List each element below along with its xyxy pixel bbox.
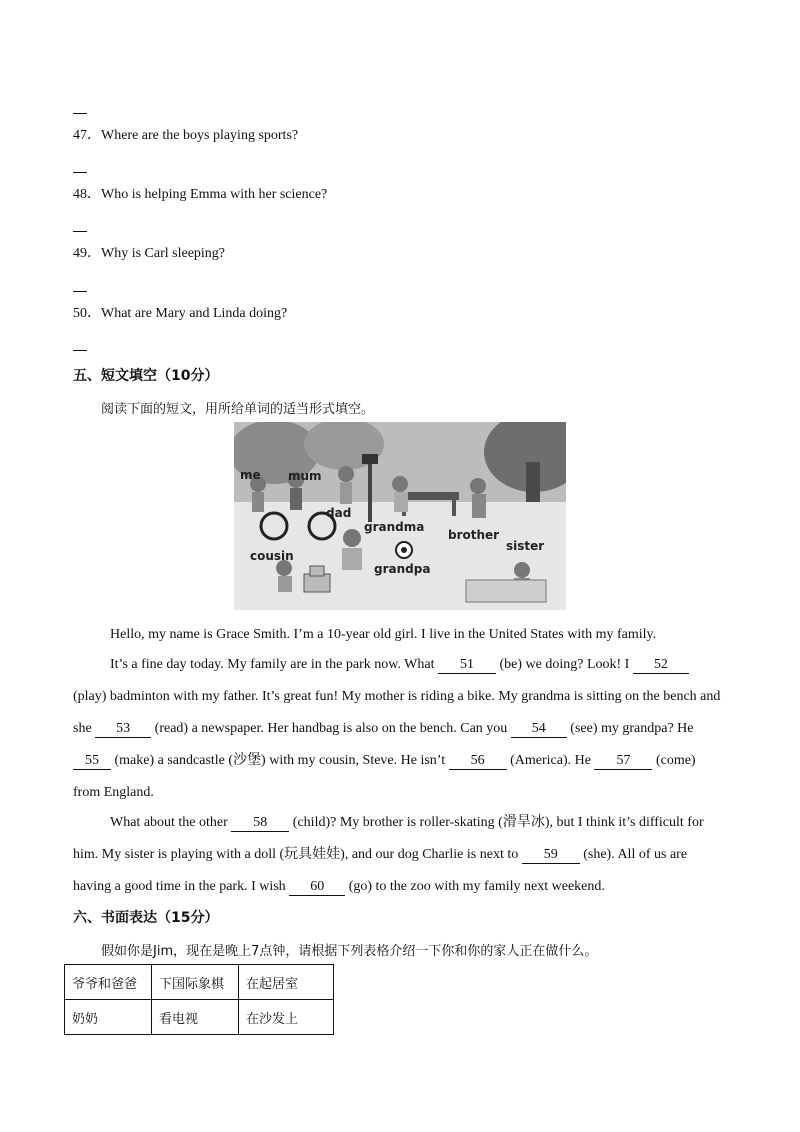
blank-58[interactable]: 58 — [231, 815, 289, 832]
question-48: 48．Who is helping Emma with her science? — [73, 187, 328, 202]
question-text: Why is Carl sleeping? — [101, 246, 226, 261]
label-me: me — [240, 468, 261, 482]
passage-line-6: from England. — [73, 785, 154, 800]
question-text: What are Mary and Linda doing? — [101, 306, 288, 321]
blank-59[interactable]: 59 — [522, 847, 580, 864]
answer-line-49 — [73, 291, 87, 292]
question-49: 49．Why is Carl sleeping? — [73, 246, 226, 261]
table-cell: 下国际象棋 — [152, 965, 239, 1000]
park-family-illustration — [234, 422, 566, 610]
blank-53[interactable]: 53 — [95, 721, 151, 738]
passage-line-7: What about the other 58 (child)? My brother is roller-skating (滑旱冰), but I think it’s difficult for — [110, 815, 704, 830]
blank-60[interactable]: 60 — [289, 879, 345, 896]
label-grandpa: grandpa — [374, 562, 431, 576]
question-text: Where are the boys playing sports? — [101, 128, 299, 143]
blank-54[interactable]: 54 — [511, 721, 567, 738]
question-number: 50 — [73, 306, 87, 321]
label-brother: brother — [448, 528, 500, 542]
table-row — [65, 965, 334, 1000]
question-text: Who is helping Emma with her science? — [101, 187, 328, 202]
blank-51[interactable]: 51 — [438, 657, 496, 674]
table-row — [65, 1000, 334, 1035]
passage-line-3: (play) badminton with my father. It’s great fun! My mother is riding a bike. My grandma is sitting on the bench and — [73, 689, 721, 704]
blank-55[interactable]: 55 — [73, 753, 111, 770]
answer-line-48 — [73, 231, 87, 232]
passage-line-8: him. My sister is playing with a doll (玩具娃娃), and our dog Charlie is next to 59 (she). All of us are — [73, 847, 688, 862]
question-47: 47．Where are the boys playing sports? — [73, 128, 299, 143]
label-cousin: cousin — [250, 549, 294, 563]
section-5-instruction: 阅读下面的短文，用所给单词的适当形式填空。 — [101, 402, 375, 417]
answer-line-50 — [73, 350, 87, 351]
table-cell: 在起居室 — [239, 965, 334, 1000]
blank-57[interactable]: 57 — [594, 753, 652, 770]
table-cell: 爷爷和爸爸 — [65, 965, 152, 1000]
section-5-title: 五、短文填空（10分） — [73, 368, 219, 384]
label-dad: dad — [326, 506, 352, 520]
section-6-instruction: 假如你是Jim，现在是晚上7点钟，请根据下列表格介绍一下你和你的家人正在做什么。 — [101, 944, 598, 959]
question-number: 49 — [73, 246, 87, 261]
blank-56[interactable]: 56 — [449, 753, 507, 770]
blank-52[interactable]: 52 — [633, 657, 689, 674]
label-grandma: grandma — [364, 520, 425, 534]
label-mum: mum — [288, 469, 322, 483]
park-scene-svg — [234, 422, 566, 610]
table-cell: 在沙发上 — [239, 1000, 334, 1035]
question-number: 47 — [73, 128, 87, 143]
question-50: 50．What are Mary and Linda doing? — [73, 306, 288, 321]
passage-line-5: 55 (make) a sandcastle (沙堡) with my cousin, Steve. He isn’t 56 (America). He 57 (come) — [73, 751, 696, 771]
table-cell: 看电视 — [152, 1000, 239, 1035]
answer-line-46 — [73, 113, 87, 114]
section-6-title: 六、书面表达（15分） — [73, 910, 219, 926]
label-sister: sister — [506, 539, 545, 553]
table-cell: 奶奶 — [65, 1000, 152, 1035]
passage-line-2: It’s a fine day today. My family are in the park now. What 51 (be) we doing? Look! I 52 — [110, 655, 689, 675]
passage-line-9: having a good time in the park. I wish 60 (go) to the zoo with my family next weekend. — [73, 879, 605, 894]
passage-line-1: Hello, my name is Grace Smith. I’m a 10-year old girl. I live in the United States with my family. — [110, 627, 657, 642]
passage-line-4: she 53 (read) a newspaper. Her handbag is also on the bench. Can you 54 (see) my grandpa? He — [73, 721, 694, 736]
answer-line-47 — [73, 172, 87, 173]
family-activity-table — [64, 964, 334, 1035]
question-number: 48 — [73, 187, 87, 202]
